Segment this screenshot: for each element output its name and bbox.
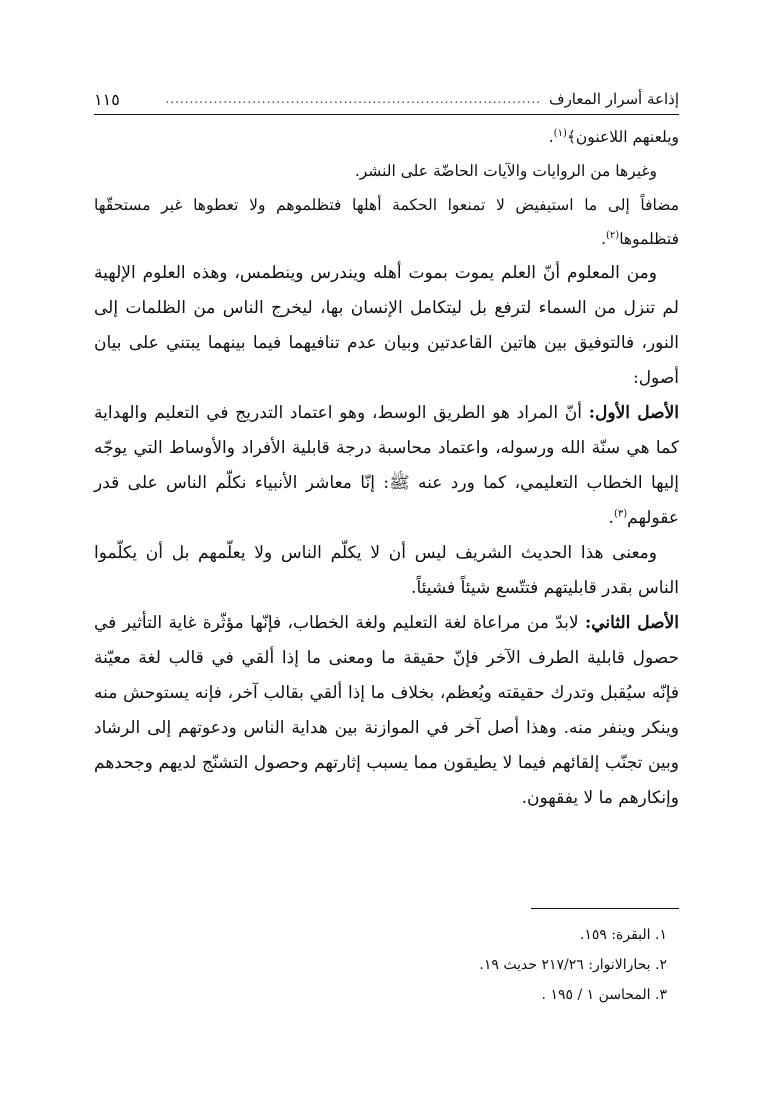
header-rule	[94, 114, 679, 115]
principle-1-heading: الأصل الأول:	[588, 403, 679, 423]
footnote-3: ٣. المحاسن ١ / ١٩٥ .	[541, 987, 667, 1003]
paragraph-wisdom: مضافاً إلى ما استيفيض لا تمنعوا الحكمة أهلها فتظلموهم ولا تعطوها غير مستحقّها فتظلموها$^{(٢)}$.	[94, 196, 679, 248]
principle-2-heading: الأصل الثاني:	[584, 613, 679, 633]
footnote-2: ٢. بحارالانوار: ٢١٧/٢٦ حديث ١٩.	[479, 957, 667, 973]
page-number: ١١٥	[94, 89, 120, 109]
paragraph-principle-1: الأصل الأول: أنّ المراد هو الطريق الوسط، وهو اعتماد التدريج في التعليم والهداية كما هي سنّة الله ورسوله، واعتماد محاسبة درجة قابلية الأفراد والأوساط التي يوجّه إليها الخطاب التعليمي، كما ورد عنه ﷺ: إنّا معاشر الأنبياء نكلّم الناس على قدر عقولهم$^{(٣)}$.	[94, 403, 679, 528]
paragraph-principle-2: الأصل الثاني: لابدّ من مراعاة لغة التعليم ولغة الخطاب، فإنّها مؤثّرة غاية التأثير في حصول قابلية الطرف الآخر فإنّ حقيقة ما ومعنى ما إذا ألقي في قالب لغة معيّنة فإنّه سيُقبل وتدرك حقيقته ويُعظم، بخلاف ما إذا ألقي بقالب آخر، فإنه يستوحش منه وينكر وينفر منه. وهذا أصل آخر في الموازنة بين هداية الناس ودعوتهم إلى الرشاد وبين تجنّب إلقائهم فيما لا يطيقون مما يسبب إثارتهم وحصول التشنّج لديهم وجحدهم وإنكارهم ما لا يفقهون.	[94, 613, 679, 808]
running-title: إذاعة أسرار المعارف	[549, 90, 679, 108]
footnotes	[94, 920, 679, 1010]
footnote-ref-2: (٢)	[606, 229, 620, 241]
leader-dots: ..............................................................................	[165, 92, 542, 106]
footnote-separator	[531, 908, 679, 909]
footnote-ref-3: (٣)	[613, 508, 628, 520]
paragraph-hadith-meaning: ومعنى هذا الحديث الشريف ليس أن لا يكلّم الناس ولا يعلّمهم بل أن يكلّموا الناس بقدر قابليتهم فتتّسع شيئاً فشيئاً.	[94, 543, 679, 598]
footnote-1: ١. البقرة: ١٥٩.	[579, 927, 667, 943]
paragraph-quote-end: ويلعنهم اللاعنون﴾$^{(١)}$.	[548, 127, 679, 146]
footnote-ref-1: (١)	[553, 127, 567, 139]
running-header	[94, 86, 679, 112]
paragraph-knowledge: ومن المعلوم أنّ العلم يموت بموت أهله ويندرس وينطمس، وهذه العلوم الإلهية لم تنزل من السماء لترفع بل ليتكامل الإنسان بها، ليخرج الناس من الظلمات إلى النور، فالتوفيق بين هاتين القاعدتين وبيان عدم تنافيهما فيما بينهما يبتني على بيان أصول:	[94, 263, 679, 388]
paragraph-narrations: وغيرها من الروايات والآيات الحاضّة على النشر.	[354, 162, 657, 180]
main-text	[94, 120, 679, 816]
